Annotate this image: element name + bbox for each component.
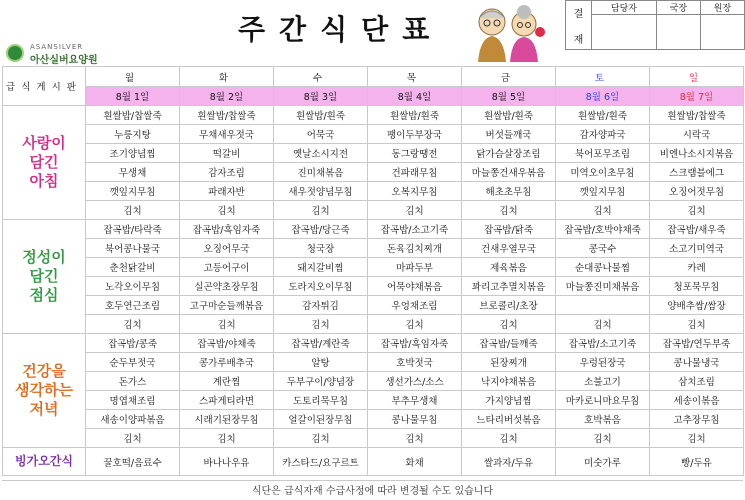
breakfast-menu-item: 오징어젓무침 bbox=[650, 182, 744, 201]
breakfast-menu-item: 김치 bbox=[556, 201, 650, 220]
dinner-menu-item: 고추장무침 bbox=[650, 410, 744, 429]
lunch-menu-item: 청포묵무침 bbox=[650, 277, 744, 296]
lunch-row bbox=[3, 239, 744, 258]
lunch-menu-item: 우엉채조림 bbox=[368, 296, 462, 315]
breakfast-menu-item: 시락국 bbox=[650, 125, 744, 144]
lunch-label-cell bbox=[3, 220, 86, 334]
weekday-header-row bbox=[3, 67, 744, 87]
breakfast-menu-item: 흰쌀밥/찹쌀죽 bbox=[180, 106, 274, 125]
lunch-menu-item: 콩국수 bbox=[556, 239, 650, 258]
breakfast-menu-item: 김치 bbox=[180, 201, 274, 220]
breakfast-menu-item: 깻잎지무침 bbox=[86, 182, 180, 201]
dinner-label: 건강을 생각하는 저녁 bbox=[15, 362, 73, 418]
approval-sign-director[interactable] bbox=[656, 15, 700, 50]
dinner-menu-item: 돈가스 bbox=[86, 372, 180, 391]
lunch-menu-item: 북어콩나물국 bbox=[86, 239, 180, 258]
weekly-menu-table bbox=[2, 66, 744, 476]
breakfast-menu-item: 동그랑땡전 bbox=[368, 144, 462, 163]
weekday-mon: 월 bbox=[86, 67, 180, 87]
dinner-menu-item: 우렁된장국 bbox=[556, 353, 650, 372]
lunch-menu-item: 고구마순들깨볶음 bbox=[180, 296, 274, 315]
lunch-menu-item: 돈육김치찌개 bbox=[368, 239, 462, 258]
dinner-menu-item: 호박볶음 bbox=[556, 410, 650, 429]
date-wed: 8월 3일 bbox=[274, 87, 368, 106]
breakfast-menu-item: 김치 bbox=[274, 201, 368, 220]
snack-label-cell bbox=[3, 448, 86, 476]
dinner-menu-item: 잡곡밥/계란죽 bbox=[274, 334, 368, 353]
lunch-menu-item: 김치 bbox=[462, 315, 556, 334]
lunch-menu-item: 순대콩나물찜 bbox=[556, 258, 650, 277]
dinner-menu-item: 마카로니마요무침 bbox=[556, 391, 650, 410]
dinner-menu-item: 새송이양파볶음 bbox=[86, 410, 180, 429]
dinner-menu-item: 삼치조림 bbox=[650, 372, 744, 391]
dinner-menu-item: 잡곡밥/연두부죽 bbox=[650, 334, 744, 353]
breakfast-menu-item: 흰쌀밥/흰죽 bbox=[556, 106, 650, 125]
dinner-menu-item: 도토리묵무침 bbox=[274, 391, 368, 410]
snack-menu-item: 꿀호떡/음료수 bbox=[86, 448, 180, 476]
breakfast-menu-item: 버섯들깨국 bbox=[462, 125, 556, 144]
lunch-menu-item: 브로콜리/초장 bbox=[462, 296, 556, 315]
breakfast-menu-item: 김치 bbox=[86, 201, 180, 220]
weekday-thu: 목 bbox=[368, 67, 462, 87]
lunch-menu-item: 잡곡밥/소고기죽 bbox=[368, 220, 462, 239]
header bbox=[0, 0, 745, 64]
dinner-menu-item: 김치 bbox=[556, 429, 650, 448]
logo-name: 아산실버요양원 bbox=[30, 55, 98, 66]
approval-sign-staff[interactable] bbox=[592, 15, 657, 50]
dinner-label-cell bbox=[3, 334, 86, 448]
dinner-menu-item: 된장찌개 bbox=[462, 353, 556, 372]
dinner-menu-item: 호박젓국 bbox=[368, 353, 462, 372]
breakfast-menu-item: 조기양념찜 bbox=[86, 144, 180, 163]
weekday-sat: 토 bbox=[556, 67, 650, 87]
lunch-menu-item: 잡곡밥/흑임자죽 bbox=[180, 220, 274, 239]
breakfast-menu-item: 비엔나소시지볶음 bbox=[650, 144, 744, 163]
lunch-row bbox=[3, 258, 744, 277]
approval-label: 결 재 bbox=[566, 1, 592, 50]
approval-role-staff: 담당자 bbox=[592, 1, 657, 15]
breakfast-menu-item: 파래자반 bbox=[180, 182, 274, 201]
logo-subtitle: ASANSILVER bbox=[30, 43, 84, 51]
lunch-menu-item: 양배추쌈/쌈장 bbox=[650, 296, 744, 315]
lunch-menu-item: 김치 bbox=[650, 315, 744, 334]
date-mon: 8월 1일 bbox=[86, 87, 180, 106]
dinner-menu-item: 잡곡밥/흑임자죽 bbox=[368, 334, 462, 353]
lunch-menu-item: 잡곡밥/당근죽 bbox=[274, 220, 368, 239]
breakfast-label-cell bbox=[3, 106, 86, 220]
snack-label: 빙가오간식 bbox=[15, 454, 73, 468]
lunch-menu-item: 돼지갈비찜 bbox=[274, 258, 368, 277]
snack-menu-item: 미숫가루 bbox=[556, 448, 650, 476]
breakfast-label: 사랑이 담긴 아침 bbox=[22, 134, 66, 190]
dinner-menu-item: 잡곡밥/소고기죽 bbox=[556, 334, 650, 353]
date-tue: 8월 2일 bbox=[180, 87, 274, 106]
logo bbox=[4, 42, 122, 64]
dinner-menu-item: 김치 bbox=[650, 429, 744, 448]
lunch-menu-item: 어묵야채볶음 bbox=[368, 277, 462, 296]
dinner-menu-item: 콩가루배추국 bbox=[180, 353, 274, 372]
breakfast-row bbox=[3, 163, 744, 182]
lunch-menu-item: 노각오이무침 bbox=[86, 277, 180, 296]
breakfast-row bbox=[3, 201, 744, 220]
approval-box bbox=[565, 0, 745, 50]
lunch-menu-item: 꽈리고추멸치볶음 bbox=[462, 277, 556, 296]
weekday-sun: 일 bbox=[650, 67, 744, 87]
lunch-menu-item: 마파두부 bbox=[368, 258, 462, 277]
lunch-menu-item: 건새우열무국 bbox=[462, 239, 556, 258]
approval-role-head: 원장 bbox=[700, 1, 744, 15]
lunch-menu-item: 김치 bbox=[274, 315, 368, 334]
weekday-tue: 화 bbox=[180, 67, 274, 87]
dinner-menu-item: 콩나물냉국 bbox=[650, 353, 744, 372]
lunch-row bbox=[3, 277, 744, 296]
dinner-menu-item: 소불고기 bbox=[556, 372, 650, 391]
lunch-row bbox=[3, 296, 744, 315]
lunch-menu-item: 소고기미역국 bbox=[650, 239, 744, 258]
lunch-menu-item bbox=[556, 296, 650, 315]
section-label: 급식게시판 bbox=[3, 67, 86, 106]
lunch-menu-item: 도라지오이무침 bbox=[274, 277, 368, 296]
weekday-wed: 수 bbox=[274, 67, 368, 87]
breakfast-menu-item: 건파래무침 bbox=[368, 163, 462, 182]
dinner-row bbox=[3, 353, 744, 372]
lunch-menu-item: 김치 bbox=[556, 315, 650, 334]
breakfast-menu-item: 닭가슴살장조림 bbox=[462, 144, 556, 163]
dinner-row bbox=[3, 334, 744, 353]
breakfast-menu-item: 무생채 bbox=[86, 163, 180, 182]
weekday-fri: 금 bbox=[462, 67, 556, 87]
breakfast-row bbox=[3, 106, 744, 125]
lunch-menu-item: 잡곡밥/새우죽 bbox=[650, 220, 744, 239]
breakfast-row bbox=[3, 125, 744, 144]
approval-sign-head[interactable] bbox=[700, 15, 744, 50]
date-thu: 8월 4일 bbox=[368, 87, 462, 106]
dinner-menu-item: 두부구이/양념장 bbox=[274, 372, 368, 391]
dinner-menu-item: 계란찜 bbox=[180, 372, 274, 391]
dinner-menu-item: 느타리버섯볶음 bbox=[462, 410, 556, 429]
dinner-row bbox=[3, 391, 744, 410]
breakfast-menu-item: 떡갈비 bbox=[180, 144, 274, 163]
lunch-menu-item: 카레 bbox=[650, 258, 744, 277]
dinner-menu-item: 알탕 bbox=[274, 353, 368, 372]
breakfast-menu-item: 감자양파국 bbox=[556, 125, 650, 144]
dinner-menu-item: 잡곡밥/야채죽 bbox=[180, 334, 274, 353]
approval-role-director: 국장 bbox=[656, 1, 700, 15]
breakfast-menu-item: 북어포무조림 bbox=[556, 144, 650, 163]
dinner-menu-item: 가지양념찜 bbox=[462, 391, 556, 410]
lunch-menu-item: 오징어무국 bbox=[180, 239, 274, 258]
dinner-menu-item: 김치 bbox=[86, 429, 180, 448]
breakfast-menu-item: 마늘쫑건새우볶음 bbox=[462, 163, 556, 182]
dinner-menu-item: 낙지야채볶음 bbox=[462, 372, 556, 391]
dinner-menu-item: 김치 bbox=[368, 429, 462, 448]
lunch-menu-item: 잡곡밥/닭죽 bbox=[462, 220, 556, 239]
lunch-menu-item: 김치 bbox=[368, 315, 462, 334]
breakfast-menu-item: 해초초무침 bbox=[462, 182, 556, 201]
breakfast-menu-item: 누룽지탕 bbox=[86, 125, 180, 144]
dinner-menu-item: 잡곡밥/콩죽 bbox=[86, 334, 180, 353]
lunch-menu-item: 감자튀김 bbox=[274, 296, 368, 315]
dinner-menu-item: 생선가스/소스 bbox=[368, 372, 462, 391]
breakfast-menu-item: 오복지무침 bbox=[368, 182, 462, 201]
lunch-menu-item: 잡곡밥/호박야채죽 bbox=[556, 220, 650, 239]
lunch-menu-item: 마늘쫑진미채볶음 bbox=[556, 277, 650, 296]
dinner-menu-item: 김치 bbox=[180, 429, 274, 448]
breakfast-menu-item: 무채새우젓국 bbox=[180, 125, 274, 144]
breakfast-menu-item: 감자조림 bbox=[180, 163, 274, 182]
dinner-row bbox=[3, 372, 744, 391]
menu-body bbox=[3, 106, 744, 476]
footer-divider bbox=[2, 480, 743, 481]
snack-row bbox=[3, 448, 744, 476]
grandparents-illustration-icon bbox=[470, 2, 548, 62]
footer-note: 식단은 급식자재 수급사정에 따라 변경될 수도 있습니다 bbox=[251, 486, 494, 497]
snack-menu-item: 화채 bbox=[368, 448, 462, 476]
lunch-menu-item: 춘천닭갈비 bbox=[86, 258, 180, 277]
date-row bbox=[3, 87, 744, 106]
date-fri: 8월 5일 bbox=[462, 87, 556, 106]
breakfast-row bbox=[3, 182, 744, 201]
snack-menu-item: 카스타드/요구르트 bbox=[274, 448, 368, 476]
breakfast-menu-item: 팽이두부장국 bbox=[368, 125, 462, 144]
lunch-menu-item: 김치 bbox=[86, 315, 180, 334]
breakfast-menu-item: 새우젓양념무침 bbox=[274, 182, 368, 201]
dinner-menu-item: 잡곡밥/들깨죽 bbox=[462, 334, 556, 353]
snack-menu-item: 바나나우유 bbox=[180, 448, 274, 476]
breakfast-menu-item: 흰쌀밥/흰죽 bbox=[462, 106, 556, 125]
breakfast-menu-item: 옛날소시지전 bbox=[274, 144, 368, 163]
dinner-row bbox=[3, 410, 744, 429]
breakfast-row bbox=[3, 144, 744, 163]
date-sun: 8월 7일 bbox=[650, 87, 744, 106]
lunch-menu-item: 김치 bbox=[180, 315, 274, 334]
breakfast-menu-item: 김치 bbox=[368, 201, 462, 220]
breakfast-menu-item: 김치 bbox=[650, 201, 744, 220]
snack-menu-item: 쌀과자/두유 bbox=[462, 448, 556, 476]
breakfast-menu-item: 진미채볶음 bbox=[274, 163, 368, 182]
lunch-label: 정성이 담긴 점심 bbox=[22, 248, 66, 304]
page-title: 주간식단표 bbox=[238, 13, 444, 46]
dinner-menu-item: 부추무생채 bbox=[368, 391, 462, 410]
breakfast-menu-item: 김치 bbox=[462, 201, 556, 220]
lunch-menu-item: 제육볶음 bbox=[462, 258, 556, 277]
lunch-menu-item: 실곤약초장무침 bbox=[180, 277, 274, 296]
breakfast-menu-item: 깻잎지무침 bbox=[556, 182, 650, 201]
dinner-menu-item: 얼갈이된장무침 bbox=[274, 410, 368, 429]
dinner-menu-item: 순두부젓국 bbox=[86, 353, 180, 372]
snack-menu-item: 빵/두유 bbox=[650, 448, 744, 476]
dinner-menu-item: 스파게티라면 bbox=[180, 391, 274, 410]
dinner-menu-item: 명엽채조림 bbox=[86, 391, 180, 410]
lunch-menu-item: 호두연근조림 bbox=[86, 296, 180, 315]
dinner-menu-item: 시래기된장무침 bbox=[180, 410, 274, 429]
breakfast-menu-item: 흰쌀밥/찹쌀죽 bbox=[650, 106, 744, 125]
breakfast-menu-item: 흰쌀밥/찹쌀죽 bbox=[86, 106, 180, 125]
dinner-menu-item: 콩나물무침 bbox=[368, 410, 462, 429]
lunch-menu-item: 잡곡밥/타락죽 bbox=[86, 220, 180, 239]
breakfast-menu-item: 스크램블에그 bbox=[650, 163, 744, 182]
breakfast-menu-item: 어묵국 bbox=[274, 125, 368, 144]
lunch-row bbox=[3, 315, 744, 334]
lunch-row bbox=[3, 220, 744, 239]
dinner-row bbox=[3, 429, 744, 448]
dinner-menu-item: 김치 bbox=[274, 429, 368, 448]
lunch-menu-item: 청국장 bbox=[274, 239, 368, 258]
dinner-menu-item: 세송이볶음 bbox=[650, 391, 744, 410]
date-sat: 8월 6일 bbox=[556, 87, 650, 106]
logo-emblem-icon bbox=[6, 44, 24, 62]
lunch-menu-item: 고등어구이 bbox=[180, 258, 274, 277]
breakfast-menu-item: 흰쌀밥/흰죽 bbox=[274, 106, 368, 125]
dinner-menu-item: 김치 bbox=[462, 429, 556, 448]
breakfast-menu-item: 미역오이초무침 bbox=[556, 163, 650, 182]
breakfast-menu-item: 흰쌀밥/흰죽 bbox=[368, 106, 462, 125]
